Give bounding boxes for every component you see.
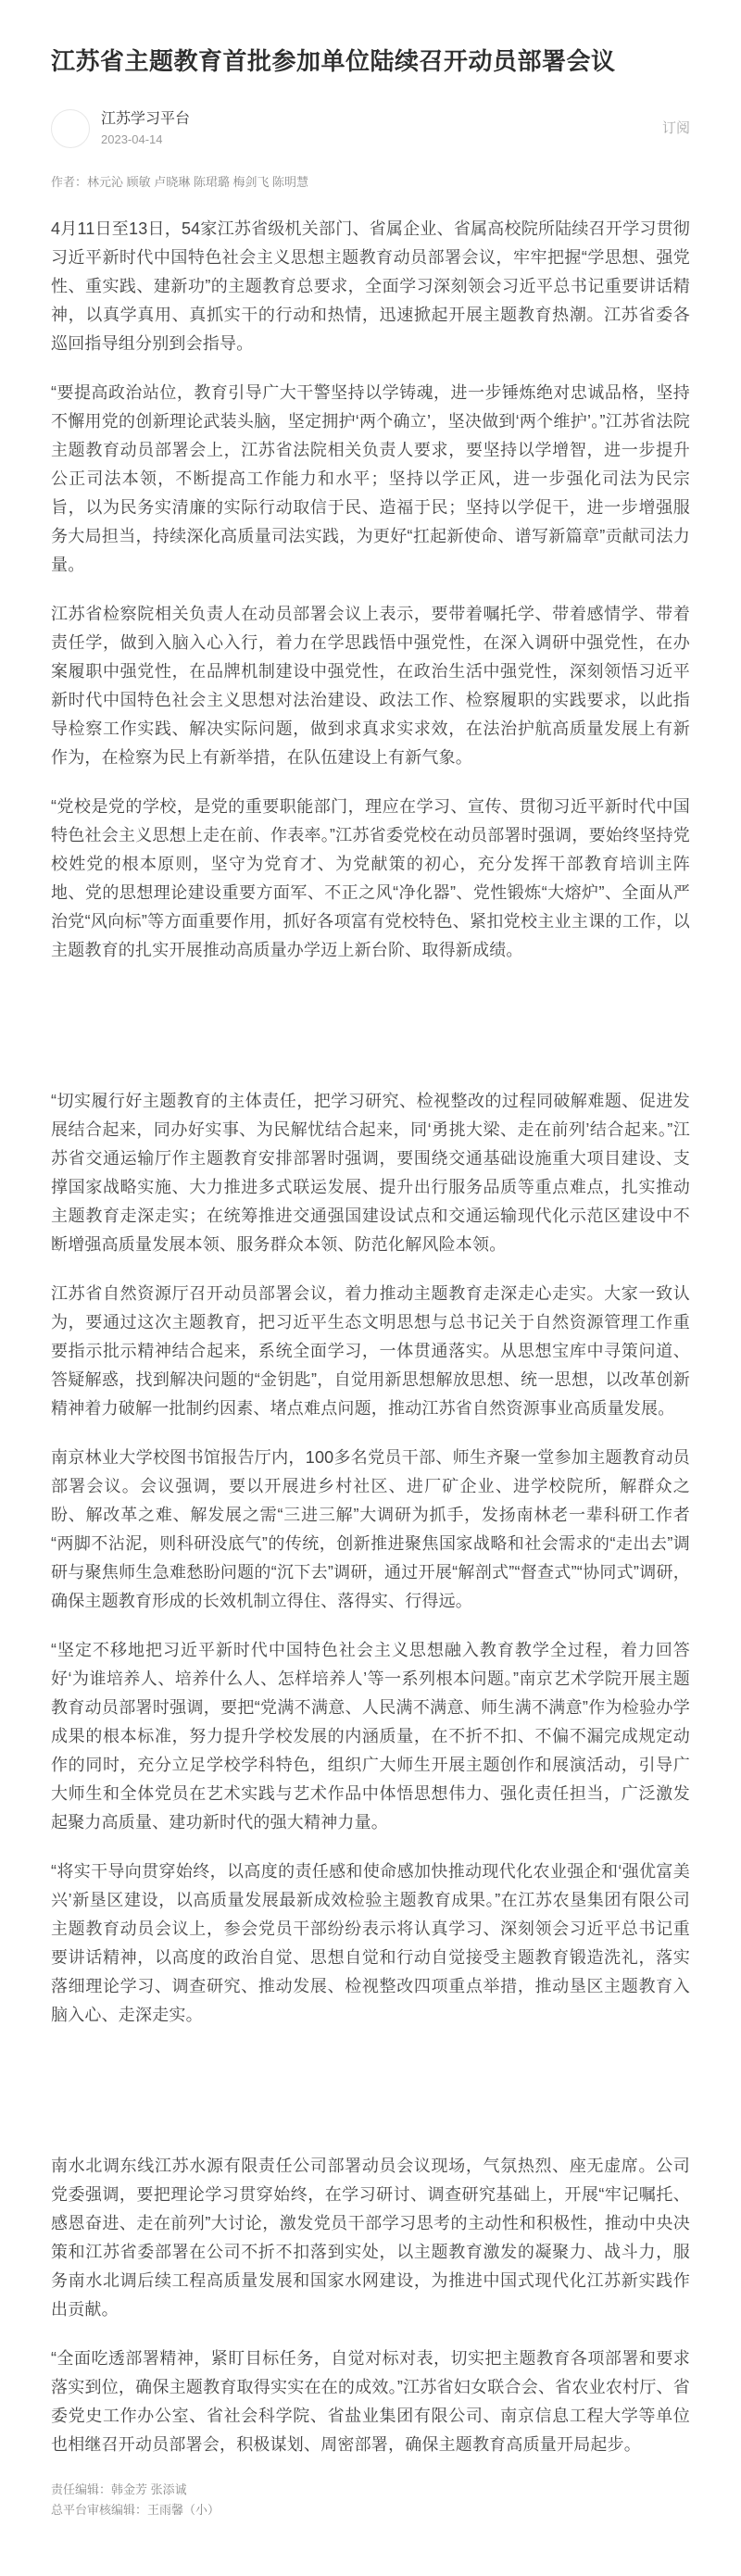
footer-editor-line: 责任编辑：韩金芳 张添诚 bbox=[51, 2482, 187, 2496]
article-paragraph: 南京林业大学校图书馆报告厅内，100多名党员干部、师生齐聚一堂参加主题教育动员部署会议。会议强调，要以开展进乡村社区、进厂矿企业、进学校院所，解群众之盼、解改革之难、解发展之需“三进三解”大调研为抓手，发扬南林老一辈科研工作者“两脚不沾泥，则科研没底气”的传统，创新推进聚焦国家战略和社会需求的“走出去”调研与聚焦师生急难愁盼问题的“沉下去”调研，通过开展“解剖式”“督查式”“协同式”调研，确保主题教育形成的长效机制立得住、落得实、行得远。 bbox=[51, 1448, 690, 1610]
source-avatar bbox=[51, 109, 90, 148]
content-spacer bbox=[51, 985, 690, 1087]
page-title: 江苏省主题教育首批参加单位陆续召开动员部署会议 bbox=[51, 47, 616, 75]
article-paragraph: “将实干导向贯穿始终，以高度的责任感和使命感加快推动现代化农业强企和‘强优富美兴’新垦区建设，以高质量发展最新成效检验主题教育成果。”在江苏农垦集团有限公司主题教育动员会议上，参会党员干部纷纷表示将认真学习、深刻领会习近平总书记重要讲话精神，以高度的政治自觉、思想自觉和行动自觉接受主题教育锻造洗礼，落实落细理论学习、调查研究、推动发展、检视整改四项重点举措，推动垦区主题教育入脑入心、走深走实。 bbox=[51, 1862, 690, 2024]
content-spacer bbox=[51, 2050, 690, 2152]
article-paragraph: “切实履行好主题教育的主体责任，把学习研究、检视整改的过程同破解难题、促进发展结合起来，同办好实事、为民解忧结合起来，同‘勇挑大梁、走在前列’结合起来。”江苏省交通运输厅作主题教育安排部署时强调，要围绕交通基础设施重大项目建设、支撑国家战略实施、大力推进多式联运发展、提升出行服务品质等重点难点，扎实推动主题教育走深走实；在统筹推进交通强国建设试点和交通运输现代化示范区建设中不断增强高质量发展本领、服务群众本领、防范化解风险本领。 bbox=[51, 1092, 690, 1254]
article-paragraph: 4月11日至13日，54家江苏省级机关部门、省属企业、省属高校院所陆续召开学习贯彻习近平新时代中国特色社会主义思想主题教育动员部署会议，牢牢把握“学思想、强党性、重实践、建新功”的主题教育总要求，全面学习深刻领会习近平总书记重要讲话精神，以真学真用、真抓实干的行动和热情，迅速掀起开展主题教育热潮。江苏省委各巡回指导组分别到会指导。 bbox=[51, 219, 690, 353]
article-body bbox=[51, 215, 690, 2459]
subscribe-button[interactable]: 订阅 bbox=[661, 120, 690, 136]
source-name[interactable]: 江苏学习平台 bbox=[101, 111, 191, 127]
article-paragraph: “坚定不移地把习近平新时代中国特色社会主义思想融入教育教学全过程，着力回答好‘为谁培养人、培养什么人、怎样培养人’等一系列根本问题。”南京艺术学院开展主题教育动员部署时强调，要把“党满不满意、人民满不满意、师生满不满意”作为检验办学成果的根本标准，努力提升学校发展的内涵质量，在不折不扣、不偏不漏完成规定动作的同时，充分立足学校学科特色，组织广大师生开展主题创作和展演活动，引导广大师生和全体党员在艺术实践与艺术作品中体悟思想伟力、强化责任担当，广泛激发起聚力高质量、建功新时代的强大精神力量。 bbox=[51, 1641, 690, 1832]
article-footer bbox=[51, 2480, 690, 2520]
article-paragraph: “全面吃透部署精神，紧盯目标任务，自觉对标对表，切实把主题教育各项部署和要求落实到位，确保主题教育取得实实在在的成效。”江苏省妇女联合会、省农业农村厅、省委党史工作办公室、省社会科学院、省盐业集团有限公司、南京信息工程大学等单位也相继召开动员部署会，积极谋划、周密部署，确保主题教育高质量开局起步。 bbox=[51, 2349, 690, 2454]
article-paragraph: “要提高政治站位，教育引导广大干警坚持以学铸魂，进一步锤炼绝对忠诚品格，坚持不懈用党的创新理论武装头脑，坚定拥护‘两个确立’，坚决做到‘两个维护’。”江苏省法院主题教育动员部署会上，江苏省法院相关负责人要求，要坚持以学增智，进一步提升公正司法本领，不断提高工作能力和水平；坚持以学正风，进一步强化司法为民宗旨，以为民务实清廉的实际行动取信于民、造福于民；坚持以学促干，进一步增强服务大局担当，持续深化高质量司法实践，为更好“扛起新使命、谱写新篇章”贡献司法力量。 bbox=[51, 383, 690, 574]
byline: 作者：林元沁 顾敏 卢晓琳 陈珺璐 梅剑飞 陈明慧 bbox=[51, 175, 309, 189]
article-paragraph: 江苏省自然资源厅召开动员部署会议，着力推动主题教育走深走心走实。大家一致认为，要通过这次主题教育，把习近平生态文明思想与总书记关于自然资源管理工作重要指示批示精神结合起来，系统全面学习，一体贯通落实。从思想宝库中寻策问道、答疑解惑，找到解决问题的“金钥匙”，自觉用新思想解放思想、统一思想，以改革创新精神着力破解一批制约因素、堵点难点问题，推动江苏省自然资源事业高质量发展。 bbox=[51, 1284, 690, 1418]
article-paragraph: “党校是党的学校，是党的重要职能部门，理应在学习、宣传、贯彻习近平新时代中国特色社会主义思想上走在前、作表率。”江苏省委党校在动员部署时强调，要始终坚持党校姓党的根本原则，坚守为党育才、为党献策的初心，充分发挥干部教育培训主阵地、党的思想理论建设重要方面军、不正之风“净化器”、党性锻炼“大熔炉”、全面从严治党“风向标”等方面重要作用，抓好各项富有党校特色、紧扣党校主业主课的工作，以主题教育的扎实开展推动高质量办学迈上新台阶、取得新成绩。 bbox=[51, 797, 690, 959]
publish-date: 2023-04-14 bbox=[101, 132, 163, 146]
article-paragraph: 南水北调东线江苏水源有限责任公司部署动员会议现场，气氛热烈、座无虚席。公司党委强调，要把理论学习贯穿始终，在学习研讨、调查研究基础上，开展“牢记嘱托、感恩奋进、走在前列”大讨论，激发党员干部学习思考的主动性和积极性，推动中央决策和江苏省委部署在公司不折不扣落到实处，以主题教育激发的凝聚力、战斗力，服务南水北调后续工程高质量发展和国家水网建设，为推进中国式现代化江苏新实践作出贡献。 bbox=[51, 2157, 690, 2319]
footer-review-line: 总平台审核编辑：王雨馨（小） bbox=[51, 2503, 220, 2517]
source-info bbox=[101, 110, 190, 147]
source-row bbox=[51, 109, 690, 148]
article-paragraph: 江苏省检察院相关负责人在动员部署会议上表示，要带着嘱托学、带着感情学、带着责任学，做到入脑入心入行，着力在学思践悟中强党性，在深入调研中强党性，在办案履职中强党性，在品牌机制建设中强党性，在政治生活中强党性，深刻领悟习近平新时代中国特色社会主义思想对法治建设、政法工作、检察履职的实践要求，以此指导检察工作实践、解决实际问题，做到求真求实求效，在法治护航高质量发展上有新作为，在检察为民上有新举措，在队伍建设上有新气象。 bbox=[51, 605, 690, 767]
